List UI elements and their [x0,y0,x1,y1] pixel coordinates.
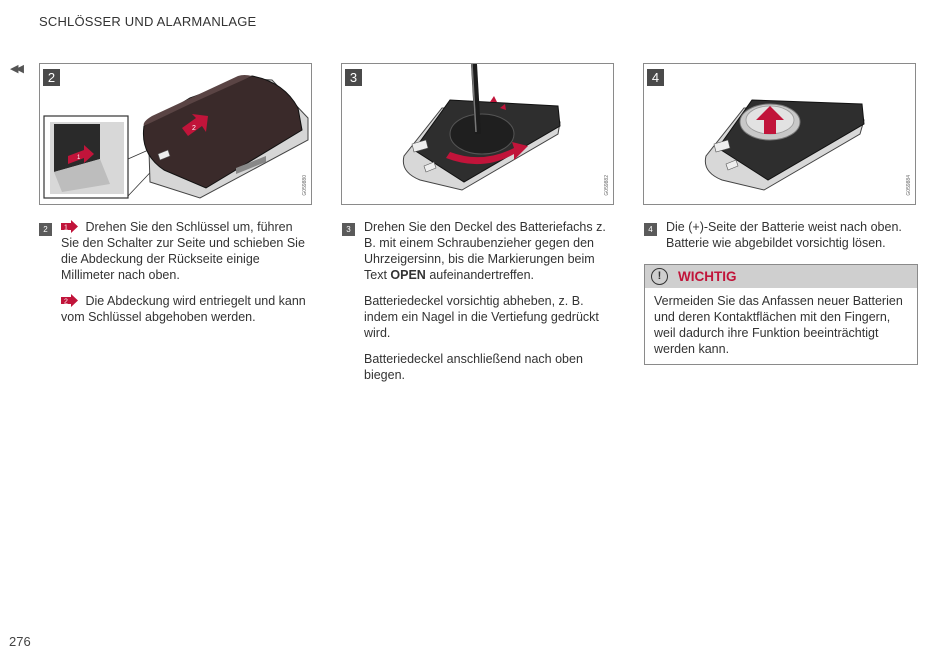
instruction-paragraph: Batteriedeckel anschließend nach oben biegen. [364,352,583,382]
exclamation-circle-icon: ! [651,268,668,285]
instruction-paragraph: Batteriedeckel vorsichtig abheben, z. B. indem ein Nagel in die Vertiefung gedrückt wird. [364,294,599,340]
instruction-paragraph: Die (+)-Seite der Batterie weist nach oben. Batterie wie abgebildet vorsichtig lösen. [666,220,902,250]
instruction-paragraph [61,293,314,325]
figure-step-3 [341,63,614,205]
figure-number: 2 [43,69,60,86]
figure-code: G059884 [906,175,912,196]
step-3-instructions [342,219,612,393]
step-badge: 2 [39,223,52,236]
figure-code: G059880 [302,175,308,196]
step-badge: 4 [644,223,657,236]
open-label-text: OPEN [390,268,426,282]
page-header-title: SCHLÖSSER UND ALARMANLAGE [39,14,257,29]
battery-lid-rotation-illustration [342,64,614,205]
double-left-arrow-icon[interactable]: ◀◀ [10,63,21,75]
figure-code: G059882 [604,175,610,196]
page-number: 276 [9,634,31,649]
red-arrow-2-icon [61,294,79,307]
instruction-paragraph [61,219,314,283]
figure-number: 3 [345,69,362,86]
red-arrow-1-icon [61,220,79,233]
battery-removal-illustration [644,64,916,205]
marker-number: 2 [64,298,68,306]
instruction-text: Die Abdeckung wird entriegelt und kann vom Schlüssel abgehoben werden. [61,294,306,324]
svg-text:1: 1 [77,155,81,161]
svg-text:2: 2 [192,125,196,132]
key-cover-removal-illustration [40,64,312,205]
instruction-text: Drehen Sie den Deckel des Batteriefachs z. B. mit einem Schraubenzieher gegen den Uhrzeigersinn, bis die Markierungen beim Text [364,220,606,282]
step-4-instructions [644,219,919,261]
warning-box [644,264,918,365]
figure-step-4 [643,63,916,205]
marker-number: 1 [64,224,68,232]
step-2-instructions [39,219,314,335]
instruction-paragraph [364,219,612,283]
figure-step-2 [39,63,312,205]
warning-title: WICHTIG [678,269,737,284]
instruction-text: Drehen Sie den Schlüssel um, führen Sie den Schalter zur Seite und schieben Sie die Abdeckung der Rückseite einige Millimeter nach oben. [61,220,305,282]
instruction-text: aufeinandertreffen. [425,268,535,282]
figure-number: 4 [647,69,664,86]
step-badge: 3 [342,223,355,236]
warning-text: Vermeiden Sie das Anfassen neuer Batterien und deren Kontaktflächen mit den Fingern, weil dadurch ihre Funktion beeinträchtigt werden kann. [654,294,903,356]
warning-header [645,265,917,288]
